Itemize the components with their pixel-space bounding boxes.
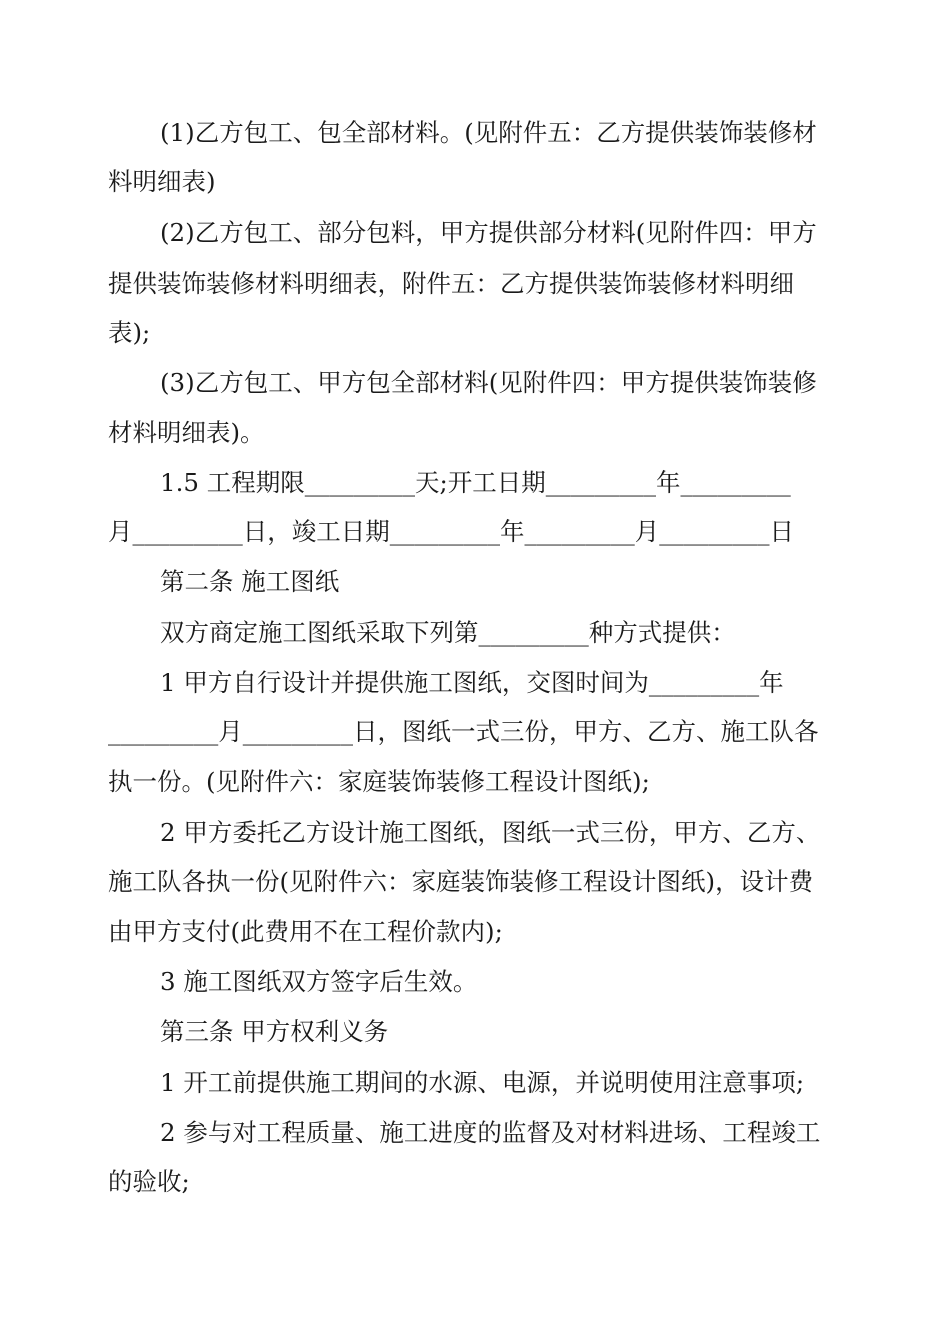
text-line: _________月_________日，图纸一式三份，甲方、乙方、施工队各 <box>108 717 819 746</box>
text-line: (2)乙方包工、部分包料，甲方提供部分材料(见附件四：甲方 <box>160 218 817 247</box>
text-line: 3 施工图纸双方签字后生效。 <box>160 967 478 996</box>
text-line: 1.5 工程期限_________天;开工日期_________年_________ <box>160 468 791 497</box>
section-heading: 第三条 甲方权利义务 <box>160 1017 389 1046</box>
text-line: 1 甲方自行设计并提供施工图纸，交图时间为_________年 <box>160 668 784 697</box>
text-line: 双方商定施工图纸采取下列第_________种方式提供： <box>160 618 736 647</box>
text-line: (3)乙方包工、甲方包全部材料(见附件四：甲方提供装饰装修 <box>160 368 817 397</box>
text-line: 2 参与对工程质量、施工进度的监督及对材料进场、工程竣工 <box>160 1118 821 1147</box>
text-line: 1 开工前提供施工期间的水源、电源，并说明使用注意事项; <box>160 1068 805 1097</box>
text-line: 由甲方支付(此费用不在工程价款内); <box>108 917 503 946</box>
section-heading: 第二条 施工图纸 <box>160 567 340 596</box>
text-line: 月_________日，竣工日期_________年_________月_________日 <box>108 517 794 546</box>
text-line: 材料明细表)。 <box>108 418 265 447</box>
text-line: (1)乙方包工、包全部材料。(见附件五：乙方提供装饰装修材 <box>160 118 817 147</box>
text-line: 2 甲方委托乙方设计施工图纸，图纸一式三份，甲方、乙方、 <box>160 818 821 847</box>
text-line: 的验收; <box>108 1167 190 1196</box>
text-line: 表); <box>108 318 151 347</box>
text-line: 执一份。(见附件六：家庭装饰装修工程设计图纸); <box>108 767 650 796</box>
text-line: 施工队各执一份(见附件六：家庭装饰装修工程设计图纸)，设计费 <box>108 867 814 896</box>
text-line: 料明细表) <box>108 167 216 196</box>
text-line: 提供装饰装修材料明细表，附件五：乙方提供装饰装修材料明细 <box>108 269 794 298</box>
